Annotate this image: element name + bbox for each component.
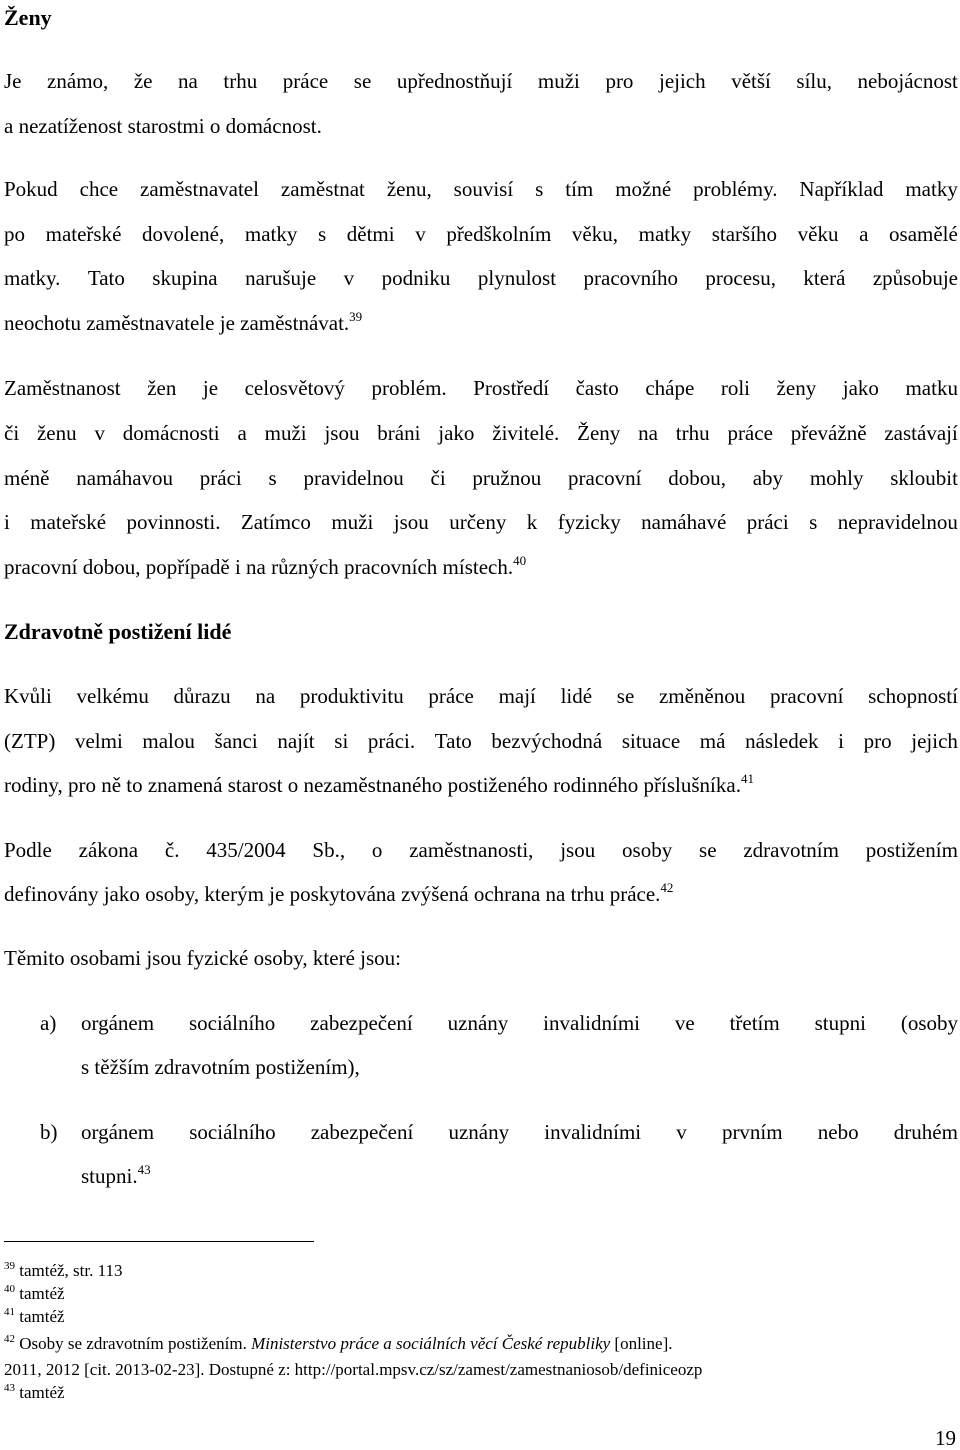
paragraph-line: rodiny, pro ně to znamená starost o nezaměstnaného postiženého rodinného příslušníka.$^{41}$ (4, 771, 754, 797)
footnote: $^{41}$ tamtéž (4, 1306, 65, 1326)
paragraph-line: i mateřské povinnosti. Zatímco muži jsou určeny k fyzicky namáhavé práci s nepravidelnou (4, 510, 958, 534)
footnote-ref[interactable]: 40 (513, 553, 527, 568)
paragraph-line: matky. Tato skupina narušuje v podniku plynulost pracovního procesu, která způsobuje (4, 266, 958, 290)
paragraph-line: definovány jako osoby, kterým je poskytována zvýšená ochrana na trhu práce.$^{42}$ (4, 880, 674, 906)
paragraph-line: či ženu v domácnosti a muži jsou bráni jako živitelé. Ženy na trhu práce převážně zastávají (4, 421, 958, 445)
paragraph-line: Zaměstnanost žen je celosvětový problém. Prostředí často chápe roli ženy jako matku (4, 376, 958, 400)
paragraph-line: Pokud chce zaměstnavatel zaměstnat ženu, souvisí s tím možné problémy. Například matky (4, 177, 958, 201)
paragraph-line: méně namáhavou práci s pravidelnou či pružnou pracovní dobou, aby mohly skloubit (4, 466, 958, 490)
footnote-ref[interactable]: 43 (137, 1162, 151, 1177)
list-item-line: orgánem sociálního zabezpečení uznány invalidními ve třetím stupni (osoby (81, 1011, 958, 1035)
footnote-ref[interactable]: 39 (349, 309, 363, 324)
section-heading-zdravotne-postizeni: Zdravotně postižení lidé (4, 619, 232, 644)
section-heading-zeny: Ženy (4, 5, 52, 30)
list-item-line: orgánem sociálního zabezpečení uznány invalidními v prvním nebo druhém (81, 1120, 958, 1144)
page-number: 19 (935, 1426, 956, 1450)
paragraph-line: Kvůli velkému důrazu na produktivitu práce mají lidé se změněnou pracovní schopností (4, 684, 958, 708)
list-marker: b) (40, 1120, 58, 1144)
list-item-line: stupni.$^{43}$ (81, 1162, 151, 1188)
paragraph-line: po mateřské dovolené, matky s dětmi v předškolním věku, matky staršího věku a osamělé (4, 222, 958, 246)
paragraph-line: Podle zákona č. 435/2004 Sb., o zaměstnanosti, jsou osoby se zdravotním postižením (4, 838, 958, 862)
list-item-line: s těžším zdravotním postižením), (81, 1055, 360, 1079)
paragraph-line: (ZTP) velmi malou šanci najít si práci. Tato bezvýchodná situace má následek i pro jejich (4, 729, 958, 753)
footnote: $^{42}$ Osoby se zdravotním postižením. Ministerstvo práce a sociálních věcí České republiky [online]. (4, 1333, 673, 1353)
footnote-separator (4, 1241, 314, 1242)
footnote: $^{43}$ tamtéž (4, 1382, 65, 1402)
list-marker: a) (40, 1011, 57, 1035)
paragraph-line: Je známo, že na trhu práce se upřednostňují muži pro jejich větší sílu, nebojácnost (4, 69, 958, 93)
footnote-ref[interactable]: 42 (660, 880, 674, 895)
footnote: $^{39}$ tamtéž, str. 113 (4, 1260, 123, 1280)
footnote: $^{40}$ tamtéž (4, 1283, 65, 1303)
paragraph-line: neochotu zaměstnavatele je zaměstnávat.$^{39}$ (4, 309, 363, 335)
paragraph-line: pracovní dobou, popřípadě i na různých pracovních místech.$^{40}$ (4, 553, 527, 579)
paragraph-line: Těmito osobami jsou fyzické osoby, které jsou: (4, 946, 401, 970)
footnote-ref[interactable]: 41 (740, 771, 754, 786)
footnote-continuation[interactable]: 2011, 2012 [cit. 2013-02-23]. Dostupné z: http://portal.mpsv.cz/sz/zamest/zamestnaniosob/definiceozp (4, 1360, 703, 1379)
paragraph-line: a nezatíženost starostmi o domácnost. (4, 114, 322, 138)
